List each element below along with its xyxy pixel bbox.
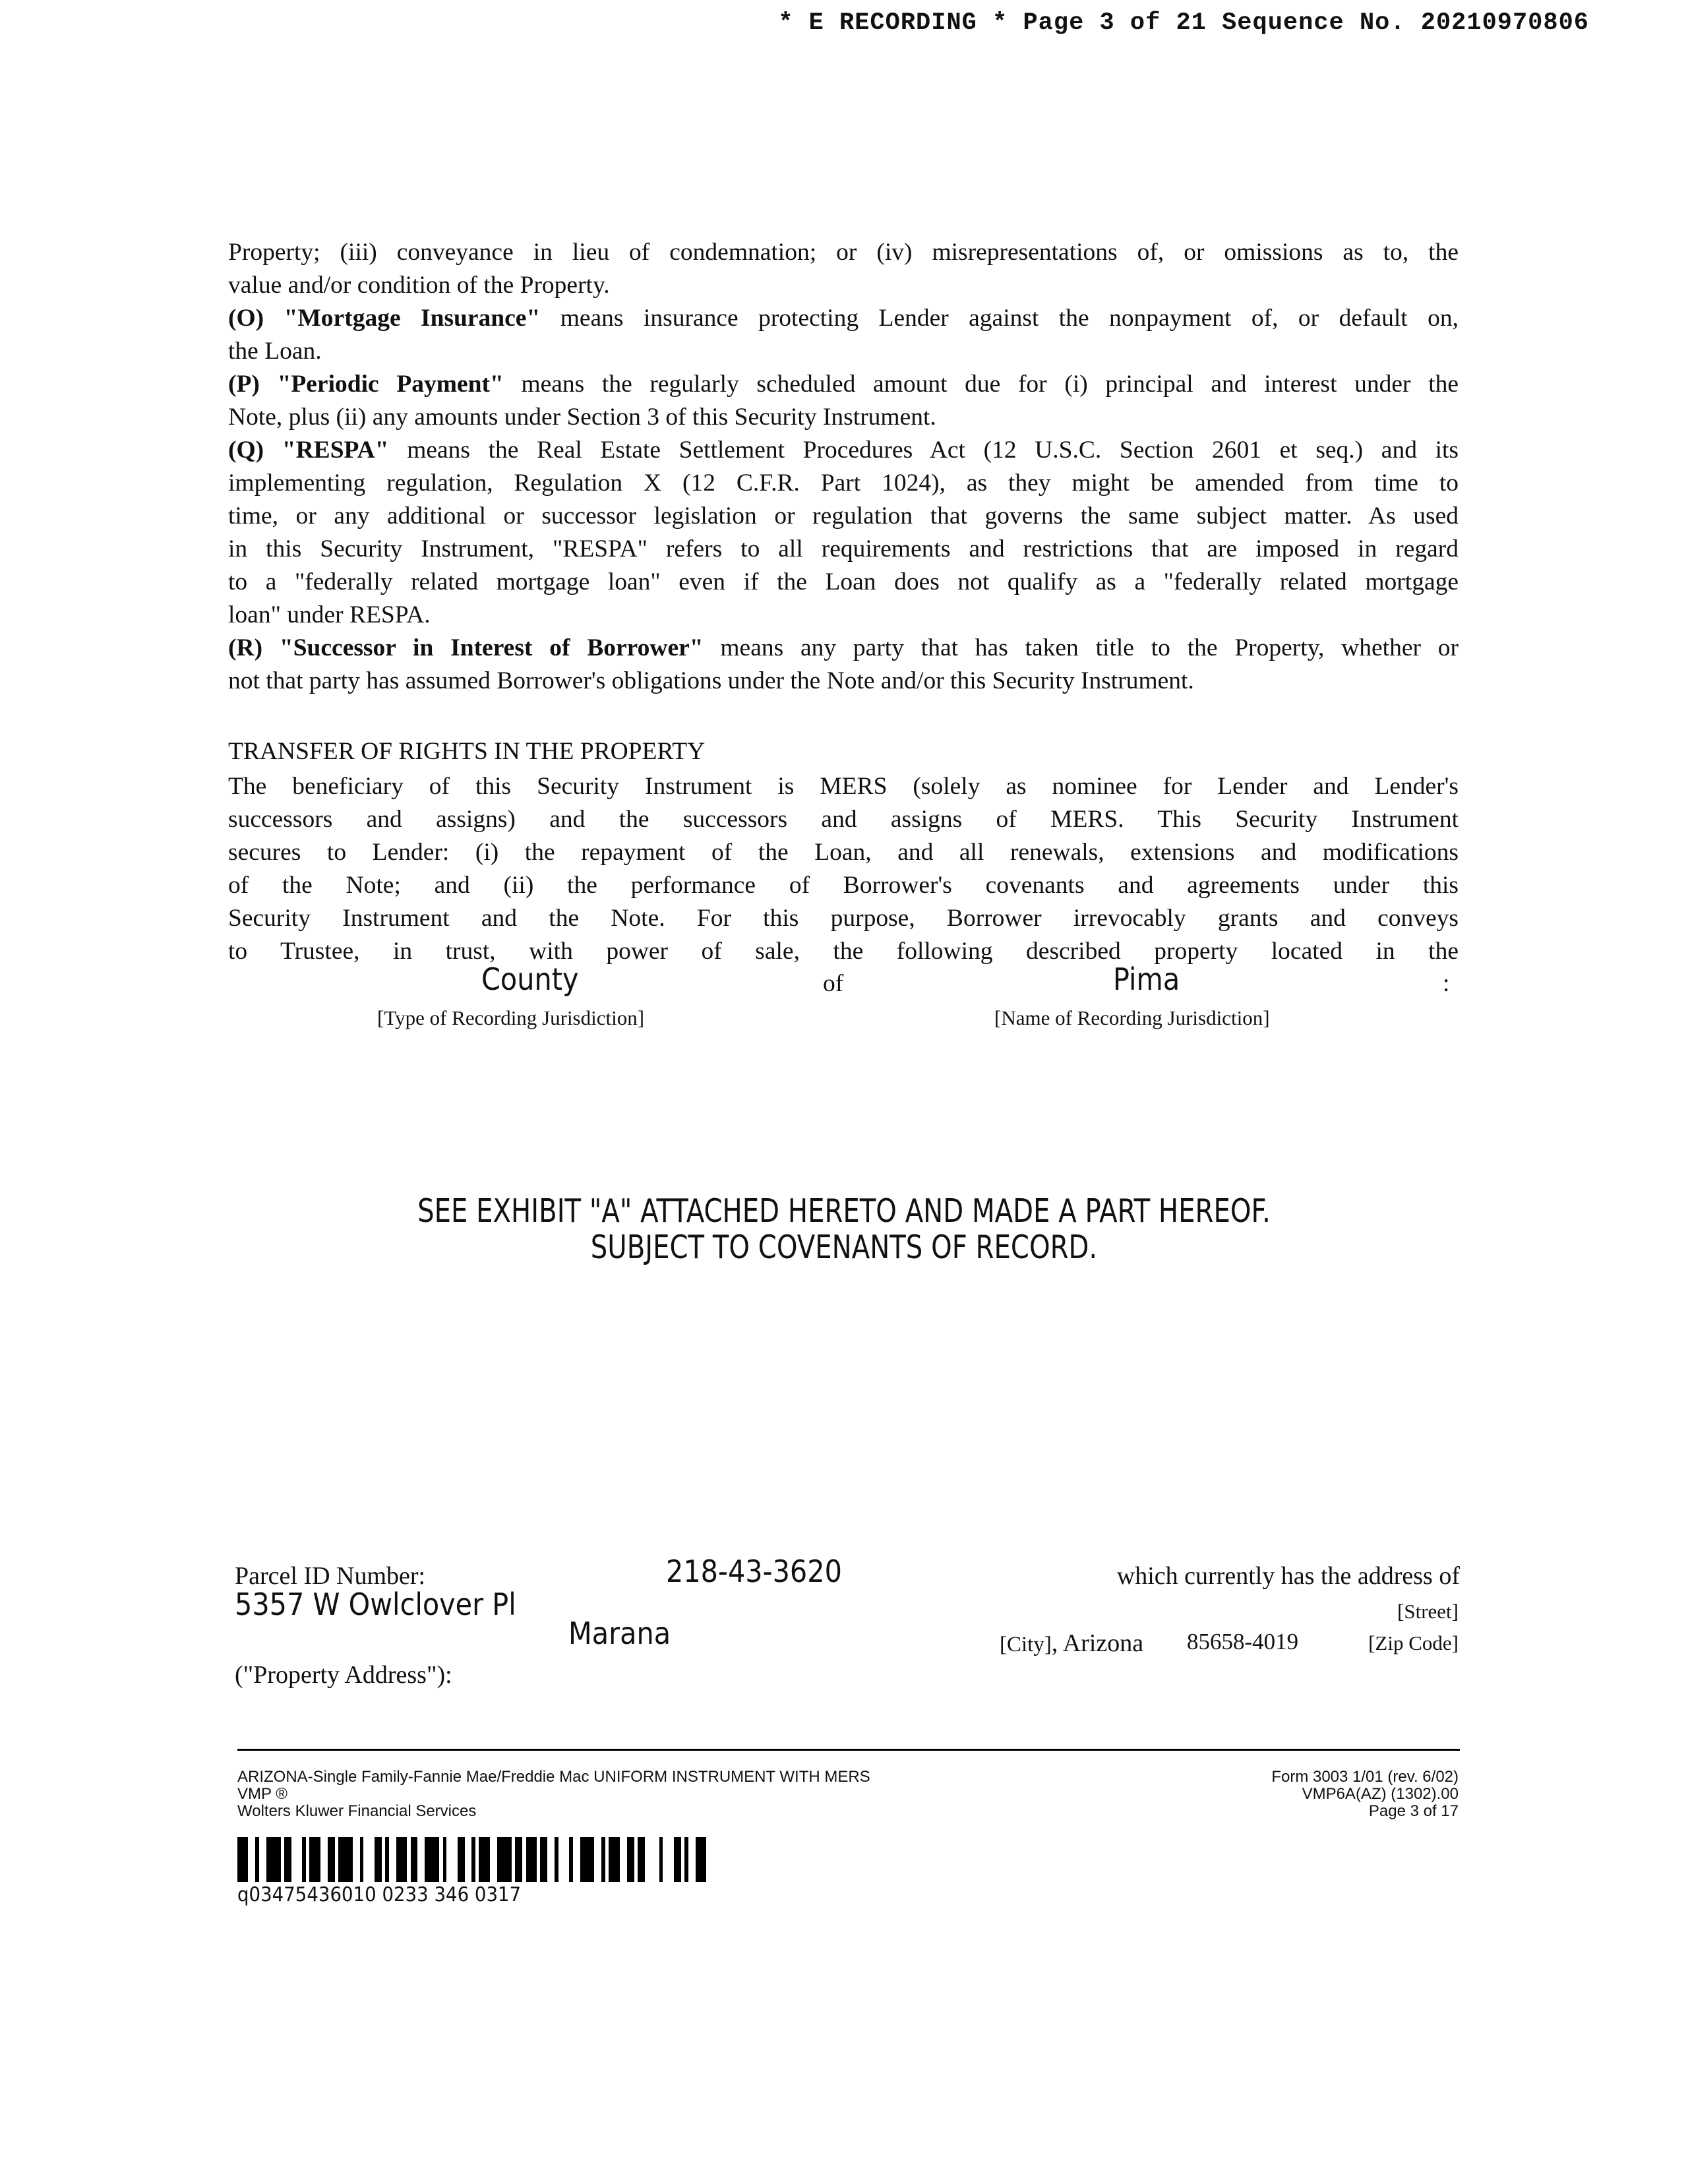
definition-q-line: in this Security Instrument, "RESPA" refers to all requirements and restrictions that are imposed in regard [228,535,1459,562]
property-address-label: ("Property Address"): [235,1661,452,1689]
barcode-bar [540,1837,547,1882]
barcode-bar [573,1837,580,1882]
barcode-bar [328,1837,335,1882]
barcode-bar [620,1837,627,1882]
transfer-line: successors and assigns) and the successors and assigns of MERS. This Security Instrument [228,806,1459,833]
definition-q-line: to a "federally related mortgage loan" even if the Loan does not qualify as a "federally related mortgage [228,568,1459,595]
barcode-bar [490,1837,497,1882]
definition-r-line: not that party has assumed Borrower's obligations under the Note and/or this Security Instrument. [228,667,1194,694]
zip-label: [Zip Code] [1368,1631,1459,1654]
barcode-bar [363,1837,374,1882]
barcode-bar [526,1837,537,1882]
footer-right [1271,1769,1459,1820]
definition-p-line: Note, plus (ii) any amounts under Section 3 of this Security Instrument. [228,404,936,431]
barcode-bar [396,1837,407,1882]
definition-q-line: time, or any additional or successor legislation or regulation that governs the same subject matter. As used [228,502,1459,530]
barcode-bar [266,1837,281,1882]
barcode-bar [547,1837,555,1882]
city-value: Marana [568,1616,671,1651]
definition-o-text: means insurance protecting Lender against the nonpayment of, or default on, [560,305,1459,332]
barcode-bar [291,1837,302,1882]
definition-p [228,368,1459,401]
footer-divider [237,1749,1460,1751]
definition-q [228,434,1459,467]
barcode-bar [338,1837,353,1882]
definition-r [228,632,1459,665]
parcel-id-label: Parcel ID Number: [235,1562,426,1590]
barcode-bar [580,1837,595,1882]
definition-p-letter: (P) [228,371,260,398]
transfer-line: of the Note; and (ii) the performance of Borrower's covenants and agreements under this [228,872,1459,899]
jurisdiction-type-label: [Type of Recording Jurisdiction] [377,1006,645,1029]
definition-r-letter: (R) [228,634,263,661]
definition-q-line: implementing regulation, Regulation X (12 C.F.R. Part 1024), as they might be amended from time to [228,470,1459,497]
definitions-section [228,236,1459,698]
street-value: 5357 W Owlclover Pl [235,1587,516,1622]
barcode-bar [284,1837,291,1882]
barcode-bar [309,1837,320,1882]
definition-q-term: "RESPA" [282,437,389,464]
definition-r-term: "Successor in Interest of Borrower" [279,634,704,661]
footer-form-title: ARIZONA-Single Family-Fannie Mae/Freddie Mac UNIFORM INSTRUMENT WITH MERS [237,1768,870,1786]
barcode-bar [558,1837,569,1882]
definition-q-letter: (Q) [228,437,264,464]
barcode-bar [417,1837,425,1882]
barcode-bar [389,1837,396,1882]
definition-o-letter: (O) [228,305,264,332]
barcode-bar [425,1837,439,1882]
transfer-line: to Trustee, in trust, with power of sale, the following described property located in the [228,938,1459,965]
jurisdiction-type-value: County [481,961,579,997]
barcode-bar [706,1837,713,1882]
barcode-bar [320,1837,328,1882]
barcode-bar [515,1837,522,1882]
transfer-paragraph [228,770,1459,968]
definition-p-text: means the regularly scheduled amount due for (i) principal and interest under the [521,371,1459,398]
exhibit-line: SUBJECT TO COVENANTS OF RECORD. [590,1228,1098,1266]
barcode-bar [248,1837,255,1882]
barcode-bar [674,1837,681,1882]
definition-intro-line: Property; (iii) conveyance in lieu of condemnation; or (iv) misrepresentations of, or omissions as to, the [228,239,1459,266]
barcode-bar [688,1837,696,1882]
definition-r-text: means any party that has taken title to the Property, whether or [720,634,1459,661]
transfer-line: secures to Lender: (i) the repayment of the Loan, and all renewals, extensions and modifications [228,839,1459,866]
barcode-bar [497,1837,512,1882]
jurisdiction-name-value: Pima [1113,961,1180,997]
city-label: [City] [1000,1633,1052,1656]
footer-publisher: Wolters Kluwer Financial Services [237,1802,477,1820]
parcel-id-value: 218-43-3620 [666,1554,842,1589]
footer-left [237,1769,870,1820]
barcode-bar [375,1837,382,1882]
barcode-bar [696,1837,706,1882]
transfer-line: Security Instrument and the Note. For this purpose, Borrower irrevocably grants and conveys [228,905,1459,932]
barcode-bar [663,1837,673,1882]
jurisdiction-colon: : [1443,970,1450,997]
footer-vmp-code: VMP6A(AZ) (1302).00 [1302,1785,1459,1803]
barcode-bar [259,1837,266,1882]
definition-p-term: "Periodic Payment" [277,371,504,398]
barcode-bar [479,1837,489,1882]
barcode-bar [458,1837,465,1882]
jurisdiction-of-word: of [823,970,844,997]
exhibit-line: SEE EXHIBIT "A" ATTACHED HERETO AND MADE A PART HEREOF. [417,1192,1271,1230]
barcode-bar [237,1837,248,1882]
barcode-bar [446,1837,457,1882]
barcode-bar [594,1837,601,1882]
address-intro: which currently has the address of [1116,1562,1460,1590]
barcode-bar [353,1837,360,1882]
recording-header: * E RECORDING * Page 3 of 21 Sequence No. 20210970806 [778,9,1589,37]
footer-page-number: Page 3 of 17 [1368,1802,1459,1820]
street-label: [Street] [1397,1600,1459,1623]
definition-o-line: the Loan. [228,338,322,365]
barcode-bar [645,1837,659,1882]
transfer-section-title: TRANSFER OF RIGHTS IN THE PROPERTY [228,738,706,765]
zip-value: 85658-4019 [1187,1629,1299,1654]
transfer-line: The beneficiary of this Security Instrument is MERS (solely as nominee for Lender and Lender's [228,773,1459,800]
definition-q-text: means the Real Estate Settlement Procedures Act (12 U.S.C. Section 2601 et seq.) and its [407,437,1459,464]
barcode-number: q03475436010 0233 346 0317 [237,1883,522,1906]
jurisdiction-name-label: [Name of Recording Jurisdiction] [994,1006,1270,1029]
definition-intro-line: value and/or condition of the Property. [228,272,610,299]
barcode-bar [627,1837,634,1882]
exhibit-block [0,1192,1688,1266]
definition-q-line: loan" under RESPA. [228,601,431,628]
definition-o-term: "Mortgage Insurance" [284,305,541,332]
state-value: , Arizona [1051,1629,1144,1657]
footer-vmp-mark: VMP ® [237,1785,287,1803]
footer-form-number: Form 3003 1/01 (rev. 6/02) [1271,1768,1459,1786]
barcode-bar [638,1837,645,1882]
barcode-bar [411,1837,418,1882]
barcode-bar [609,1837,619,1882]
barcode-bar [465,1837,472,1882]
barcode [237,1837,713,1882]
city-state-group [1000,1629,1143,1658]
definition-o [228,302,1459,335]
